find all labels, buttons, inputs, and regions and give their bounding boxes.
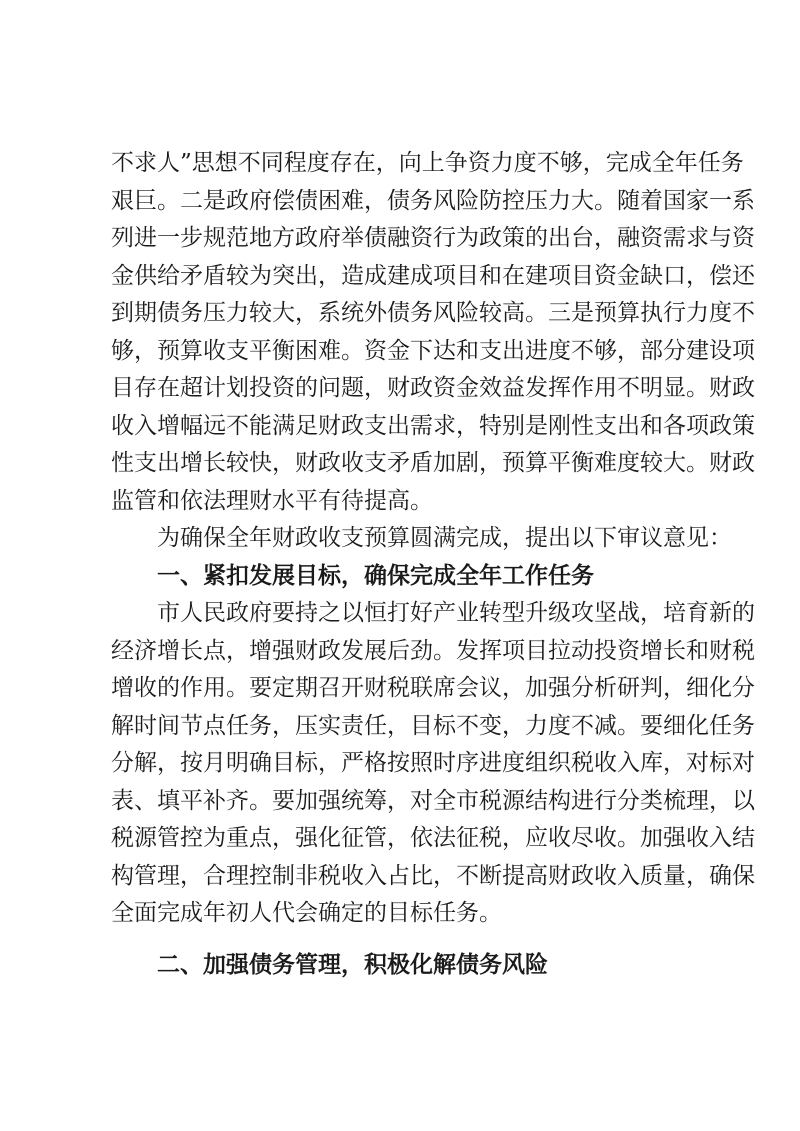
text-line: 收入增幅远不能满足财政支出需求，特别是刚性支出和各项政策 xyxy=(111,412,755,439)
text-line: 市人民政府要持之以恒打好产业转型升级攻坚战，培育新的 xyxy=(157,600,755,626)
text-line: 表、填平补齐。要加强统筹，对全市税源结构进行分类梳理，以 xyxy=(111,787,755,814)
document-body xyxy=(111,145,755,984)
text-line: 够，预算收支平衡困难。资金下达和支出进度不够，部分建设项 xyxy=(111,337,755,364)
paragraph-continued xyxy=(111,145,755,520)
text-line: 经济增长点，增强财政发展后劲。发挥项目拉动投资增长和财税 xyxy=(111,637,755,664)
text-line: 构管理，合理控制非税收入占比，不断提高财政收入质量，确保 xyxy=(111,862,755,889)
intro-paragraph: 为确保全年财政收支预算圆满完成，提出以下审议意见： xyxy=(157,525,732,551)
text-line: 性支出增长较快，财政收支矛盾加剧，预算平衡难度较大。财政 xyxy=(111,450,755,476)
text-line: 解时间节点任务，压实责任，目标不变，力度不减。要细化任务 xyxy=(111,712,755,739)
text-line: 分解，按月明确目标，严格按照时序进度组织税收入库，对标对 xyxy=(111,750,755,776)
text-line: 不求人”思想不同程度存在，向上争资力度不够，完成全年任务 xyxy=(111,150,744,176)
text-line: 税源管控为重点，强化征管，依法征税，应收尽收。加强收入结 xyxy=(111,825,755,851)
text-line: 列进一步规范地方政府举债融资行为政策的出台，融资需求与资 xyxy=(111,225,755,251)
text-line: 到期债务压力较大，系统外债务风险较高。三是预算执行力度不 xyxy=(111,300,755,326)
text-line: 目存在超计划投资的问题，财政资金效益发挥作用不明显。财政 xyxy=(111,375,755,401)
section-heading-2: 二、加强债务管理，积极化解债务风险 xyxy=(157,951,548,978)
text-line: 金供给矛盾较为突出，造成建成项目和在建项目资金缺口，偿还 xyxy=(111,262,755,289)
text-line: 增收的作用。要定期召开财税联席会议，加强分析研判，细化分 xyxy=(111,675,755,701)
text-line: 艰巨。二是政府偿债困难，债务风险防控压力大。随着国家一系 xyxy=(111,187,755,214)
text-line: 监管和依法理财水平有待提高。 xyxy=(111,487,433,514)
text-line: 全面完成年初人代会确定的目标任务。 xyxy=(111,900,502,926)
section-heading-1: 一、紧扣发展目标，确保完成全年工作任务 xyxy=(157,562,594,589)
paragraph-section-1 xyxy=(111,595,755,933)
